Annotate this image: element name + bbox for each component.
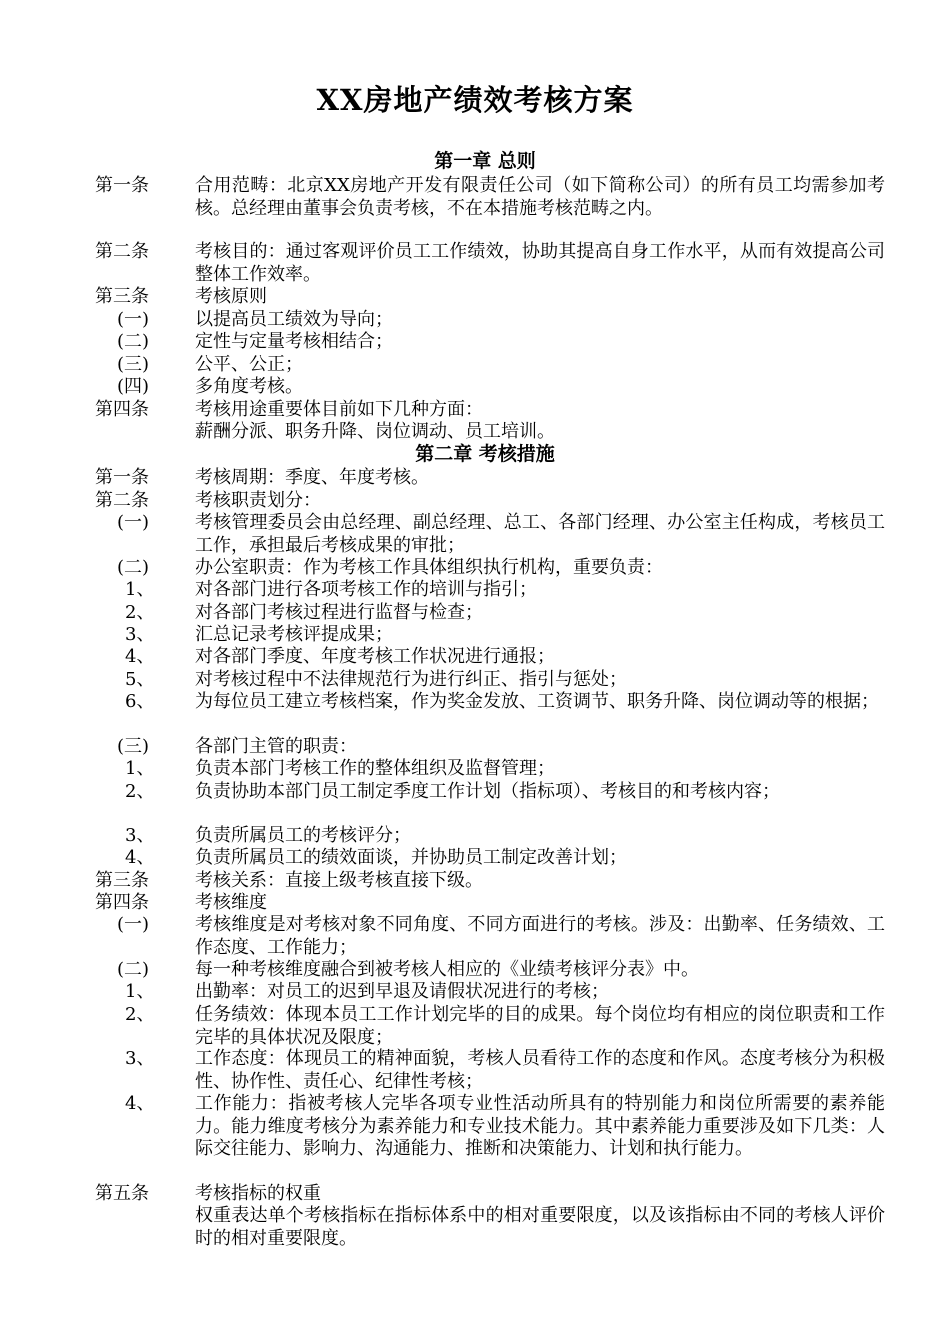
item-label: (四) — [117, 376, 150, 397]
ch2-article-4 — [95, 892, 885, 915]
item-text: 为每位员工建立考核档案，作为奖金发放、工资调节、职务升降、岗位调动等的根据； — [195, 691, 879, 712]
item-text: 办公室职责：作为考核工作具体组织执行机构，重要负责： — [195, 557, 663, 578]
ch1-article-3 — [95, 286, 885, 309]
item-text: 工作态度：体现员工的精神面貌，考核人员看待工作的态度和作风。态度考核分为积极性、协作性、责任心、纪律性考核； — [195, 1048, 885, 1092]
item-text: 定性与定量考核相结合； — [195, 331, 393, 352]
ch2-s3-item-1 — [95, 758, 885, 781]
item-number: 1、 — [125, 758, 155, 779]
item-label: (二) — [117, 331, 150, 352]
item-text: 负责所属员工的绩效面谈，并协助员工制定改善计划； — [195, 847, 627, 868]
item-text: 各部门主管的职责： — [195, 736, 357, 757]
article-text: 考核周期：季度、年度考核。 — [195, 467, 429, 488]
article-text: 薪酬分派、职务升降、岗位调动、员工培训。 — [195, 421, 555, 442]
article-text: 权重表达单个考核指标在指标体系中的相对重要限度，以及该指标由不同的考核人评价时的相对重要限度。 — [195, 1205, 885, 1249]
item-label: (二) — [117, 557, 150, 578]
item-text: 考核管理委员会由总经理、副总经理、总工、各部门经理、办公室主任构成，考核员工工作，承担最后考核成果的审批； — [195, 512, 885, 556]
article-text: 合用范畴：北京XX房地产开发有限责任公司（如下简称公司）的所有员工均需参加考核。总经理由董事会负责考核，不在本措施考核范畴之内。 — [195, 175, 885, 219]
ch2-s2-item-6 — [95, 691, 885, 714]
article-label: 第一条 — [95, 467, 149, 488]
ch1-principle-1 — [95, 309, 885, 332]
item-label: (一) — [117, 309, 150, 330]
item-text: 负责本部门考核工作的整体组织及监督管理； — [195, 758, 555, 779]
item-text: 汇总记录考核评提成果； — [195, 624, 393, 645]
ch1-principle-2 — [95, 331, 885, 354]
item-number: 2、 — [125, 781, 155, 802]
item-number: 3、 — [125, 624, 155, 645]
document-title: XX房地产绩效考核方案 — [316, 83, 634, 117]
item-label: (三) — [117, 354, 150, 375]
ch2-s2-item-1 — [95, 579, 885, 602]
item-text: 出勤率：对员工的迟到早退及请假状况进行的考核； — [195, 981, 609, 1002]
item-number: 6、 — [125, 691, 155, 712]
item-number: 3、 — [125, 1048, 155, 1069]
ch2-s2-item-3 — [95, 624, 885, 647]
item-number: 2、 — [125, 602, 155, 623]
article-label: 第三条 — [95, 870, 149, 891]
article-label: 第四条 — [95, 892, 149, 913]
item-text: 考核维度是对考核对象不同角度、不同方面进行的考核。涉及：出勤率、任务绩效、工作态度、工作能力； — [195, 914, 885, 958]
article-text: 考核职责划分： — [195, 490, 321, 511]
item-text: 对各部门进行各项考核工作的培训与指引； — [195, 579, 537, 600]
ch2-s2-item-4 — [95, 646, 885, 669]
ch2-article-5 — [95, 1183, 885, 1206]
article-text: 考核关系：直接上级考核直接下级。 — [195, 870, 483, 891]
ch2-d2-item-3 — [95, 1048, 885, 1093]
item-text: 负责协助本部门员工制定季度工作计划（指标项）、考核目的和考核内容； — [195, 781, 780, 802]
ch2-article-3 — [95, 870, 885, 893]
chapter-1-heading: 第一章 总则 — [434, 150, 536, 172]
chapter-2-heading: 第二章 考核措施 — [415, 443, 555, 465]
ch2-article-1 — [95, 467, 885, 490]
ch2-section-2 — [95, 557, 885, 580]
article-text: 考核目的：通过客观评价员工工作绩效，协助其提高自身工作水平，从而有效提高公司整体工作效率。 — [195, 241, 885, 285]
ch2-article-2 — [95, 490, 885, 513]
ch2-s2-item-2 — [95, 602, 885, 625]
ch1-article-4-cont — [95, 421, 885, 444]
ch2-s3-item-2 — [95, 781, 885, 804]
item-number: 3、 — [125, 825, 155, 846]
ch2-dimension-1 — [95, 914, 885, 959]
item-text: 以提高员工绩效为导向； — [195, 309, 393, 330]
item-number: 5、 — [125, 669, 155, 690]
article-text: 考核维度 — [195, 892, 267, 913]
article-label: 第四条 — [95, 399, 149, 420]
ch2-section-1 — [95, 512, 885, 557]
item-number: 1、 — [125, 579, 155, 600]
article-label: 第二条 — [95, 241, 149, 262]
ch2-article-5-cont — [95, 1205, 885, 1250]
ch1-principle-4 — [95, 376, 885, 399]
item-label: (一) — [117, 512, 150, 533]
article-label: 第一条 — [95, 175, 149, 196]
item-text: 工作能力：指被考核人完毕各项专业性活动所具有的特别能力和岗位所需要的素养能力。能力维度考核分为素养能力和专业技术能力。其中素养能力重要涉及如下几类：人际交往能力、影响力、沟通能力、推断和决策能力、计划和执行能力。 — [195, 1093, 885, 1159]
ch1-article-2 — [95, 241, 885, 286]
item-label: (三) — [117, 736, 150, 757]
article-text: 考核用途重要体目前如下几种方面： — [195, 399, 483, 420]
item-label: (一) — [117, 914, 150, 935]
article-label: 第二条 — [95, 490, 149, 511]
article-label: 第三条 — [95, 286, 149, 307]
ch1-principle-3 — [95, 354, 885, 377]
ch1-article-1 — [95, 175, 885, 220]
item-number: 4、 — [125, 646, 155, 667]
item-text: 多角度考核。 — [195, 376, 303, 397]
item-text: 对各部门考核过程进行监督与检查； — [195, 602, 483, 623]
ch2-section-3 — [95, 736, 885, 759]
ch1-article-4 — [95, 399, 885, 422]
article-label: 第五条 — [95, 1183, 149, 1204]
ch2-s3-item-3 — [95, 825, 885, 848]
ch2-dimension-2 — [95, 959, 885, 982]
ch2-d2-item-2 — [95, 1004, 885, 1049]
item-text: 对各部门季度、年度考核工作状况进行通报； — [195, 646, 555, 667]
ch2-d2-item-1 — [95, 981, 885, 1004]
article-text: 考核指标的权重 — [195, 1183, 321, 1204]
item-text: 任务绩效：体现本员工工作计划完毕的目的成果。每个岗位均有相应的岗位职责和工作完毕的具体状况及限度； — [195, 1004, 885, 1048]
ch2-s3-item-4 — [95, 847, 885, 870]
item-label: (二) — [117, 959, 150, 980]
ch2-s2-item-5 — [95, 669, 885, 692]
item-number: 1、 — [125, 981, 155, 1002]
item-text: 对考核过程中不法律规范行为进行纠正、指引与惩处； — [195, 669, 627, 690]
item-number: 4、 — [125, 1093, 155, 1114]
item-number: 2、 — [125, 1004, 155, 1025]
item-number: 4、 — [125, 847, 155, 868]
item-text: 每一种考核维度融合到被考核人相应的《业绩考核评分表》中。 — [195, 959, 699, 980]
item-text: 公平、公正； — [195, 354, 303, 375]
ch2-d2-item-4 — [95, 1093, 885, 1161]
article-text: 考核原则 — [195, 286, 267, 307]
item-text: 负责所属员工的考核评分； — [195, 825, 411, 846]
